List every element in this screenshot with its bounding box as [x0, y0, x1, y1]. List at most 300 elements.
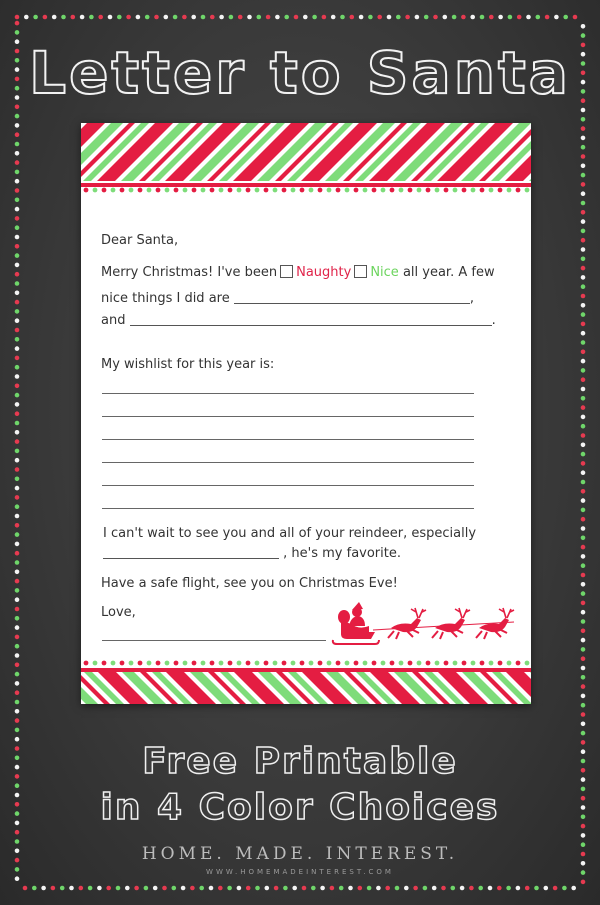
frame-dot [581, 294, 586, 299]
frame-dot [581, 480, 586, 485]
frame-dot [571, 886, 576, 891]
frame-dot [88, 886, 93, 891]
stripe-dot [390, 661, 395, 666]
stripe-dot [111, 188, 116, 193]
frame-dot [359, 15, 364, 20]
frame-dot [581, 684, 586, 689]
stripe-dot [426, 188, 431, 193]
frame-dot [15, 495, 20, 500]
frame-dot [312, 15, 317, 20]
frame-dot [581, 191, 586, 196]
frame-dot [581, 722, 586, 727]
frame-dot [451, 886, 456, 891]
frame-dot [581, 601, 586, 606]
frame-dot [15, 579, 20, 584]
signature-line[interactable] [102, 640, 326, 641]
frame-dot [134, 886, 139, 891]
frame-dot [97, 886, 102, 891]
frame-dot [581, 563, 586, 568]
frame-dot [15, 616, 20, 621]
frame-dot [51, 886, 56, 891]
page-title: Letter to Santa [29, 39, 571, 107]
frame-dot [322, 15, 327, 20]
frame-dot [441, 886, 446, 891]
stripe-dot [174, 661, 179, 666]
frame-dot [581, 489, 586, 494]
frame-dot [15, 430, 20, 435]
frame-dot [173, 15, 178, 20]
stripe-dot [444, 188, 449, 193]
frame-dot [199, 886, 204, 891]
frame-dot [573, 15, 578, 20]
stripe-dot [84, 188, 89, 193]
status-text-a: Merry Christmas! I've been [101, 265, 278, 280]
stripe-dot [192, 661, 197, 666]
frame-dot [257, 15, 262, 20]
frame-dot [581, 666, 586, 671]
frame-dot [98, 15, 103, 20]
frame-dot [423, 886, 428, 891]
santa-sleigh-reindeer-icon [329, 600, 524, 645]
frame-dot [15, 728, 20, 733]
frame-dot [545, 15, 550, 20]
frame-dot [61, 15, 66, 20]
frame-dot [581, 656, 586, 661]
frame-dot [15, 384, 20, 389]
stripe-dot [183, 661, 188, 666]
frame-dot [581, 536, 586, 541]
frame-dot [15, 681, 20, 686]
stripe-dot [480, 661, 485, 666]
candy-stripe-bottom [81, 659, 531, 704]
stripe-dot [156, 188, 161, 193]
stripe-dot [480, 188, 485, 193]
frame-dot [15, 467, 20, 472]
frame-dot [581, 610, 586, 615]
frame-dot [218, 886, 223, 891]
nice-checkbox[interactable] [354, 265, 367, 278]
frame-dot [154, 15, 159, 20]
stripe-dot [498, 661, 503, 666]
nice-things-blank[interactable] [234, 290, 470, 304]
stripe-dot [309, 661, 314, 666]
stripe-dot [273, 188, 278, 193]
frame-dot [15, 560, 20, 565]
stripe-dot [462, 188, 467, 193]
naughty-label: Naughty [296, 265, 352, 280]
frame-dot [581, 396, 586, 401]
frame-dot [581, 266, 586, 271]
frame-dot [489, 15, 494, 20]
stripe-dot [453, 661, 458, 666]
frame-dot [15, 449, 20, 454]
frame-dot [15, 272, 20, 277]
frame-dot [581, 247, 586, 252]
frame-dot [15, 635, 20, 640]
stripe-dot [516, 188, 521, 193]
frame-dot [15, 365, 20, 370]
frame-dot [144, 886, 149, 891]
stripe-dot [336, 188, 341, 193]
status-text-b: all year. A few [402, 265, 495, 280]
frame-dot [581, 554, 586, 559]
stripe-rule [81, 183, 531, 187]
stripe-dot [165, 661, 170, 666]
favorite-text: , he's my favorite. [283, 546, 401, 561]
and-line [101, 312, 496, 329]
frame-dot [181, 886, 186, 891]
frame-dot [581, 164, 586, 169]
frame-dot [15, 207, 20, 212]
candy-stripe-top [81, 123, 531, 193]
frame-dot [470, 15, 475, 20]
frame-dot [581, 545, 586, 550]
frame-dot [581, 238, 586, 243]
frame-dot [367, 886, 372, 891]
love-closing: Love, [101, 605, 136, 620]
frame-dot [581, 452, 586, 457]
frame-dot [23, 886, 28, 891]
frame-dot [106, 886, 111, 891]
frame-dot [469, 886, 474, 891]
frame-dot [15, 346, 20, 351]
frame-dot [581, 582, 586, 587]
frame-dot [15, 588, 20, 593]
frame-dot [15, 216, 20, 221]
frame-dot [377, 15, 382, 20]
frame-dot [15, 30, 20, 35]
frame-dot [581, 470, 586, 475]
stripe-dot [93, 661, 98, 666]
stripe-dot [489, 661, 494, 666]
frame-dot [320, 886, 325, 891]
frame-dot [387, 15, 392, 20]
frame-dot [15, 393, 20, 398]
stripe-dot [435, 661, 440, 666]
frame-dot [15, 690, 20, 695]
stripe-dot [507, 188, 512, 193]
stripe-dot [282, 661, 287, 666]
frame-dot [33, 15, 38, 20]
frame-dot [15, 263, 20, 268]
stripe-dot [228, 188, 233, 193]
frame-dot [15, 142, 20, 147]
frame-dot [581, 647, 586, 652]
frame-dot [581, 219, 586, 224]
frame-dot [432, 886, 437, 891]
frame-dot [581, 415, 586, 420]
frame-dot [581, 340, 586, 345]
stripe-dot [219, 661, 224, 666]
frame-dot [581, 712, 586, 717]
frame-dot [581, 359, 586, 364]
stripe-dot [93, 188, 98, 193]
frame-dot [15, 21, 20, 26]
frame-dot [15, 504, 20, 509]
frame-dot [15, 374, 20, 379]
frame-dot [15, 551, 20, 556]
frame-dot [516, 886, 521, 891]
stripe-dot [408, 661, 413, 666]
stripe-dot [300, 661, 305, 666]
frame-dot [126, 15, 131, 20]
frame-dot [563, 15, 568, 20]
frame-dot [145, 15, 150, 20]
frame-dot [413, 886, 418, 891]
frame-dot [15, 15, 20, 20]
stripe-dot [354, 661, 359, 666]
frame-dot [15, 300, 20, 305]
frame-dot [581, 201, 586, 206]
greeting: Dear Santa, [101, 233, 179, 248]
frame-dot [581, 498, 586, 503]
stripe-dot [228, 661, 233, 666]
frame-dot [526, 15, 531, 20]
frame-dot [15, 328, 20, 333]
safe-flight-line: Have a safe flight, see you on Christmas Eve! [101, 576, 398, 591]
stripe-dot [381, 188, 386, 193]
frame-dot [15, 356, 20, 361]
frame-dot [209, 886, 214, 891]
frame-dot [581, 322, 586, 327]
frame-dot [164, 15, 169, 20]
frame-dot [581, 331, 586, 336]
frame-dot [294, 15, 299, 20]
frame-dot [266, 15, 271, 20]
frame-dot [52, 15, 57, 20]
frame-dot [581, 443, 586, 448]
frame-dot [15, 477, 20, 482]
stripe-dot [183, 188, 188, 193]
frame-dot [15, 644, 20, 649]
frame-dot [358, 886, 363, 891]
frame-dot [581, 126, 586, 131]
stripe-dot [210, 188, 215, 193]
stripe-dot [120, 188, 125, 193]
frame-dot [581, 833, 586, 838]
frame-dot [284, 15, 289, 20]
stripe-dot [138, 188, 143, 193]
frame-dot [191, 15, 196, 20]
frame-dot [246, 886, 251, 891]
brand-name: HOME. MADE. INTEREST. [141, 844, 459, 864]
frame-dot [581, 619, 586, 624]
frame-dot [339, 886, 344, 891]
favorite-reindeer-blank[interactable] [103, 545, 279, 559]
stripe-dot [237, 661, 242, 666]
frame-dot [15, 542, 20, 547]
frame-dot [201, 15, 206, 20]
frame-dot [15, 132, 20, 137]
frame-dot [581, 368, 586, 373]
frame-dot [274, 886, 279, 891]
frame-dot [581, 629, 586, 634]
and-blank[interactable] [130, 312, 492, 326]
frame-dot [15, 337, 20, 342]
stripe-dot [147, 661, 152, 666]
stripe-dot [102, 661, 107, 666]
stripe-dot [363, 188, 368, 193]
frame-dot [581, 24, 586, 29]
frame-dot [581, 173, 586, 178]
stripe-dot [399, 188, 404, 193]
frame-dot [15, 402, 20, 407]
frame-dot [15, 570, 20, 575]
frame-dot [581, 573, 586, 578]
frame-dot [15, 244, 20, 249]
stripe-dot [507, 661, 512, 666]
frame-dot [15, 672, 20, 677]
frame-dot [15, 718, 20, 723]
frame-dot [69, 886, 74, 891]
frame-dot [125, 886, 130, 891]
frame-dot [562, 886, 567, 891]
frame-dot [581, 433, 586, 438]
stripe-dot [291, 188, 296, 193]
frame-dot [404, 886, 409, 891]
stripe-dot [219, 188, 224, 193]
and-period: . [491, 313, 496, 328]
frame-dot [340, 15, 345, 20]
frame-dot [581, 387, 586, 392]
frame-dot [265, 886, 270, 891]
stripe-dot [372, 661, 377, 666]
frame-dot [41, 886, 46, 891]
frame-dot [331, 15, 336, 20]
frame-dot [581, 229, 586, 234]
stripe-dot [255, 661, 260, 666]
tagline-line-2: in 4 Color Choices [100, 787, 500, 828]
stripe-dot [138, 661, 143, 666]
frame-dot [497, 886, 502, 891]
stripe-dot [399, 661, 404, 666]
stripe-dot [156, 661, 161, 666]
frame-dot [210, 15, 215, 20]
stripe-dot [372, 188, 377, 193]
wishlist-line[interactable] [102, 416, 474, 417]
stripe-dot [525, 661, 530, 666]
wishlist-line[interactable] [102, 439, 474, 440]
frame-dot [15, 709, 20, 714]
wishlist-line[interactable] [102, 462, 474, 463]
frame-dot [350, 15, 355, 20]
frame-dot [182, 15, 187, 20]
stripe-dot [174, 188, 179, 193]
and-text: and [101, 313, 126, 328]
frame-dot [581, 136, 586, 141]
nice-label: Nice [370, 265, 399, 280]
frame-dot [229, 15, 234, 20]
frame-dot [581, 508, 586, 513]
wishlist-line[interactable] [102, 485, 474, 486]
frame-dot [581, 526, 586, 531]
wishlist-line[interactable] [102, 393, 474, 394]
frame-dot [581, 694, 586, 699]
frame-dot [581, 350, 586, 355]
frame-dot [506, 886, 511, 891]
stripe-dot [129, 188, 134, 193]
stripe-dot [192, 188, 197, 193]
frame-dot [460, 886, 465, 891]
frame-dot [544, 886, 549, 891]
stripe-dot [264, 661, 269, 666]
frame-dot [478, 886, 483, 891]
frame-dot [368, 15, 373, 20]
frame-dot [348, 886, 353, 891]
frame-dot [581, 731, 586, 736]
frame-dot [581, 517, 586, 522]
stripe-dot [408, 188, 413, 193]
frame-dot [581, 703, 586, 708]
frame-dot [15, 235, 20, 240]
frame-dot [15, 225, 20, 230]
stripe-dot [300, 188, 305, 193]
frame-dot [15, 411, 20, 416]
frame-dot [15, 123, 20, 128]
frame-dot [190, 886, 195, 891]
stripe-dot [111, 661, 116, 666]
frame-dot [395, 886, 400, 891]
frame-dot [15, 421, 20, 426]
frame-dot [581, 145, 586, 150]
frame-dot [15, 523, 20, 528]
nice-things-line [101, 290, 474, 307]
frame-dot [15, 663, 20, 668]
frame-dot [581, 591, 586, 596]
naughty-checkbox[interactable] [280, 265, 293, 278]
frame-dot [302, 886, 307, 891]
frame-dot [536, 15, 541, 20]
frame-dot [508, 15, 513, 20]
frame-dot [15, 281, 20, 286]
frame-dot [15, 458, 20, 463]
letter-sheet [81, 123, 531, 704]
wishlist-line[interactable] [102, 508, 474, 509]
stripe-dot [516, 661, 521, 666]
frame-dot [581, 210, 586, 215]
frame-dot [136, 15, 141, 20]
stripe-dot [489, 188, 494, 193]
frame-dot [117, 15, 122, 20]
stripe-dot [462, 661, 467, 666]
stripe-dot [273, 661, 278, 666]
frame-dot [581, 377, 586, 382]
frame-dot [488, 886, 493, 891]
frame-dot [60, 886, 65, 891]
frame-dot [581, 638, 586, 643]
stripe-dot [318, 661, 323, 666]
stripe-dot [291, 661, 296, 666]
stripe-dot [354, 188, 359, 193]
frame-dot [15, 514, 20, 519]
frame-dot [15, 198, 20, 203]
stripe-dot [201, 188, 206, 193]
frame-dot [424, 15, 429, 20]
frame-dot [15, 318, 20, 323]
frame-dot [415, 15, 420, 20]
frame-dot [15, 160, 20, 165]
stripe-dot [444, 661, 449, 666]
stripe-dot [210, 661, 215, 666]
stripe-dot [498, 188, 503, 193]
frame-dot [517, 15, 522, 20]
stripe-dot [165, 188, 170, 193]
frame-dot [525, 886, 530, 891]
stripe-dot [426, 661, 431, 666]
frame-dot [581, 880, 586, 885]
frame-dot [581, 154, 586, 159]
frame-dot [15, 309, 20, 314]
